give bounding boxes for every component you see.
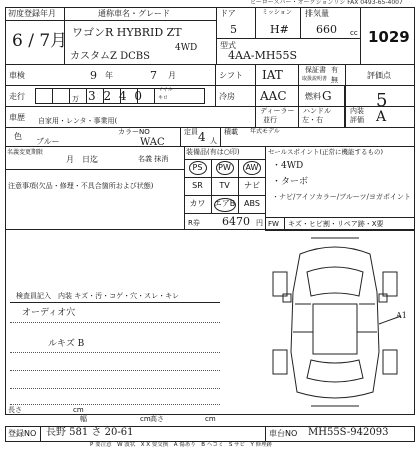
regno-value: 長野 581 さ 20-61 bbox=[46, 427, 134, 438]
capacity-value: 4 bbox=[198, 130, 206, 144]
dealer-label: ディーラー bbox=[260, 107, 295, 115]
displacement-value: 660 bbox=[316, 23, 337, 36]
diagram-mark: A1 bbox=[396, 311, 407, 320]
gear-label: ミッション bbox=[262, 9, 292, 16]
handle-label: ハンドル bbox=[303, 107, 331, 115]
eval-label: 評価点 bbox=[367, 71, 391, 80]
equip-abs: ABS bbox=[244, 199, 260, 208]
fuel-label: 燃料 bbox=[305, 92, 321, 101]
aircon-value: AAC bbox=[260, 89, 287, 103]
inspector-note-2: ルキズ B bbox=[48, 339, 85, 349]
lot-number: 1029 bbox=[368, 28, 410, 46]
recycle-label: R券 bbox=[188, 219, 200, 227]
aircon-label: 冷房 bbox=[219, 92, 235, 101]
equip-tv: TV bbox=[219, 181, 230, 190]
first-reg-value: 6 / 7月 bbox=[12, 31, 68, 51]
name-grade-label: 通称車名・グレード bbox=[98, 9, 170, 18]
defect-legend: キズ・ヒビ割・リペア跡・X要 bbox=[288, 220, 384, 228]
shaken-year: 9 bbox=[90, 69, 97, 82]
interior-label: 内装 bbox=[350, 107, 364, 115]
inspector-note-1: オーディオ穴 bbox=[22, 308, 76, 318]
fuel-value: G bbox=[322, 89, 332, 103]
equip-pw: PW bbox=[218, 163, 231, 172]
dealer-sub: 並行 bbox=[263, 116, 277, 124]
shaken-label: 車検 bbox=[9, 71, 25, 80]
warranty-sub: 取扱説明書 bbox=[302, 76, 328, 82]
handle-value: 左・右 bbox=[302, 116, 323, 124]
chassis-value: MH55S-942093 bbox=[308, 427, 389, 438]
name-line1-suffix: 4WD bbox=[175, 43, 198, 53]
sales-point-1: ・4WD bbox=[272, 161, 304, 171]
inspector-label: 検査員記入 bbox=[16, 292, 51, 300]
doors-value: 5 bbox=[230, 23, 237, 36]
fw-label: FW bbox=[268, 220, 279, 228]
notes-label: 注意事項(欠品・修理・不具合箇所および状態) bbox=[8, 182, 154, 190]
name-line1: ワゴンR HYBRID ZT bbox=[72, 26, 182, 39]
gear-value: H# bbox=[270, 23, 289, 36]
mileage-value: 3 2 4 0 bbox=[88, 89, 144, 103]
eval-value: 5 bbox=[376, 90, 388, 111]
equip-navi: ナビ bbox=[244, 181, 260, 190]
regno-label: 登録NO bbox=[8, 429, 37, 438]
mileage-label: 走行 bbox=[9, 92, 25, 101]
history-options: 自家用・レンタ・事業用( bbox=[38, 117, 118, 125]
equip-airbag: エアB bbox=[213, 199, 236, 208]
warranty-label: 保証書 bbox=[305, 66, 326, 74]
capacity-label: 定員 bbox=[184, 128, 198, 136]
interior-value: A bbox=[376, 109, 387, 125]
model-value: 4AA-MH55S bbox=[228, 49, 297, 62]
car-damage-diagram bbox=[255, 232, 415, 412]
sales-label: セールスポイント(正常に機能するもの) bbox=[268, 148, 383, 156]
expiry-label: 名義変更期限 bbox=[7, 149, 44, 156]
model-label: 型式 bbox=[220, 41, 236, 50]
doors-label: ドア bbox=[220, 9, 236, 18]
shaken-month: 7 bbox=[150, 69, 157, 82]
first-reg-label: 初度登録年月 bbox=[8, 9, 56, 18]
sales-point-2: ・ターボ bbox=[272, 177, 309, 187]
equip-sr: SR bbox=[192, 181, 203, 190]
name-line2: カスタムZ DCBS bbox=[70, 51, 150, 62]
color-no-value: WAC bbox=[140, 137, 165, 148]
sales-point-3: ・ナビ/アイソカラー/ブルーツ/ヨガポイント bbox=[272, 193, 411, 201]
equip-ps: PS bbox=[192, 163, 203, 172]
footer-legend: P 要注意 W 波状 X X 要交換 A 傷あり B ヘコミ S サビ Y 修理跡 bbox=[90, 442, 273, 448]
equip-aw: AW bbox=[245, 163, 259, 172]
displacement-label: 排気量 bbox=[305, 9, 329, 18]
auction-sheet: ヒーロースパー・オークションリシ FAX 0493-65-4007 初度登録年月 6 / 7月 通称車名・グレード ワゴンR HYBRID ZT 4WD カスタムZ DCBS ドア 5 ミッション H# 排気量 660 cc 1029 型式 4AA-MH55S 車検 9 年 7 月 シフト IAT 保証書 取扱説明書 有 無 評価点 5 走行 万 3 2 4 0 マイル キロ 冷房 AAC 燃料 G 車歴 自家用・レンタ・事業用( ディーラー 並行 ハンドル 左・右 内装 評価 A 色 ブルー カラーNO WAC 定員 4 人 積載 年式モデル 名義変更期限 月 日迄 名義 抹消 装備品(有は○印) PS PW AW SR TV ナビ カワ エアB ABS R券 6470 円 セールスポイント(正常に機能するもの) ・4WD ・ターボ ・ナビ/アイソカラー/ブルーツ/ヨガポイント FW キズ・ヒビ割・リペア跡・X要 注意事項(欠品・修理・不具合箇所および状態) 検査員記入 内装 キズ・汚・コゲ・穴・スレ・キレ オーディオ穴 ルキズ B A1 長さ cm 幅 cm 高さ cm 登録NO 長野 581 さ 20-61 車台NO MH55S-942093 P 要注意 W 波状 X X 要交換 A 傷あり B ヘコミ S サビ Y 修理跡 bbox=[0, 0, 420, 450]
inspector-tags: 内装 キズ・汚・コゲ・穴・スレ・キレ bbox=[58, 292, 180, 300]
displacement-unit: cc bbox=[350, 29, 358, 37]
chassis-label: 車台NO bbox=[269, 429, 298, 438]
header-strip: ヒーロースパー・オークションリシ FAX 0493-65-4007 bbox=[250, 0, 403, 6]
shift-label: シフト bbox=[219, 71, 243, 80]
equipment-label: 装備品(有は○印) bbox=[186, 148, 240, 156]
color-label: 色 bbox=[14, 132, 22, 141]
shift-value: IAT bbox=[262, 68, 283, 82]
expiry-date: 月 日迄 bbox=[66, 155, 98, 164]
color-value: ブルー bbox=[36, 137, 60, 146]
recycle-value: 6470 bbox=[222, 215, 250, 228]
history-label: 車歴 bbox=[9, 113, 25, 122]
equip-kawa: カワ bbox=[189, 199, 206, 208]
size-label: 年式モデル bbox=[250, 128, 280, 135]
